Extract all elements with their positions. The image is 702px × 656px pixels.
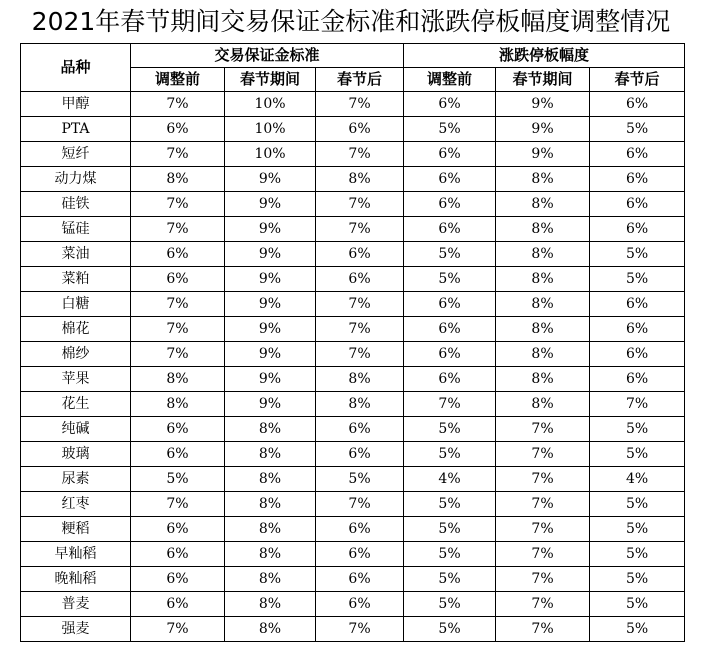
limit-after-cell: 7% bbox=[590, 392, 685, 417]
limit-after-cell: 6% bbox=[590, 92, 685, 117]
limit-during-cell: 8% bbox=[496, 267, 590, 292]
margin-during-cell: 8% bbox=[225, 417, 316, 442]
limit-before-cell: 5% bbox=[404, 517, 496, 542]
limit-before-cell: 6% bbox=[404, 92, 496, 117]
table-row bbox=[21, 592, 685, 617]
margin-after-cell: 7% bbox=[316, 192, 404, 217]
limit-after-cell: 6% bbox=[590, 217, 685, 242]
variety-cell: 苹果 bbox=[21, 367, 131, 392]
limit-during-cell: 8% bbox=[496, 242, 590, 267]
table-row bbox=[21, 492, 685, 517]
limit-before-cell: 6% bbox=[404, 167, 496, 192]
margin-before-cell: 7% bbox=[131, 617, 225, 642]
margin-before-cell: 5% bbox=[131, 467, 225, 492]
table-row bbox=[21, 117, 685, 142]
margin-after-cell: 6% bbox=[316, 592, 404, 617]
margin-after-cell: 7% bbox=[316, 142, 404, 167]
table-row bbox=[21, 142, 685, 167]
table-row bbox=[21, 267, 685, 292]
table-body bbox=[21, 92, 685, 642]
limit-after-cell: 4% bbox=[590, 467, 685, 492]
margin-after-cell: 8% bbox=[316, 367, 404, 392]
variety-cell: 普麦 bbox=[21, 592, 131, 617]
margin-before-cell: 6% bbox=[131, 542, 225, 567]
limit-during-cell: 7% bbox=[496, 517, 590, 542]
limit-during-cell: 7% bbox=[496, 442, 590, 467]
variety-cell: 棉纱 bbox=[21, 342, 131, 367]
margin-after-cell: 6% bbox=[316, 417, 404, 442]
margin-during-cell: 9% bbox=[225, 242, 316, 267]
margin-during-cell: 9% bbox=[225, 367, 316, 392]
margin-during-cell: 8% bbox=[225, 442, 316, 467]
limit-during-cell: 9% bbox=[496, 142, 590, 167]
variety-cell: 玻璃 bbox=[21, 442, 131, 467]
variety-cell: 白糖 bbox=[21, 292, 131, 317]
limit-during-cell: 9% bbox=[496, 92, 590, 117]
sub-header-margin-after: 春节后 bbox=[316, 68, 404, 92]
variety-cell: 菜油 bbox=[21, 242, 131, 267]
limit-after-cell: 5% bbox=[590, 492, 685, 517]
limit-after-cell: 5% bbox=[590, 442, 685, 467]
margin-during-cell: 10% bbox=[225, 117, 316, 142]
variety-cell: PTA bbox=[21, 117, 131, 142]
limit-during-cell: 8% bbox=[496, 192, 590, 217]
limit-during-cell: 8% bbox=[496, 342, 590, 367]
margin-before-cell: 6% bbox=[131, 442, 225, 467]
margin-before-cell: 6% bbox=[131, 267, 225, 292]
limit-after-cell: 5% bbox=[590, 242, 685, 267]
table-row bbox=[21, 242, 685, 267]
limit-during-cell: 8% bbox=[496, 167, 590, 192]
limit-after-cell: 6% bbox=[590, 367, 685, 392]
margin-after-cell: 7% bbox=[316, 292, 404, 317]
margin-before-cell: 8% bbox=[131, 367, 225, 392]
variety-cell: 红枣 bbox=[21, 492, 131, 517]
table-row bbox=[21, 192, 685, 217]
limit-during-cell: 7% bbox=[496, 417, 590, 442]
limit-before-cell: 7% bbox=[404, 392, 496, 417]
margin-after-cell: 6% bbox=[316, 242, 404, 267]
margin-during-cell: 8% bbox=[225, 542, 316, 567]
variety-cell: 锰硅 bbox=[21, 217, 131, 242]
margin-during-cell: 9% bbox=[225, 217, 316, 242]
limit-during-cell: 8% bbox=[496, 392, 590, 417]
margin-after-cell: 5% bbox=[316, 467, 404, 492]
group-header-row bbox=[21, 44, 685, 68]
variety-cell: 甲醇 bbox=[21, 92, 131, 117]
margin-before-cell: 8% bbox=[131, 392, 225, 417]
variety-cell: 尿素 bbox=[21, 467, 131, 492]
table-row bbox=[21, 167, 685, 192]
limit-before-cell: 5% bbox=[404, 442, 496, 467]
variety-column-header: 品种 bbox=[21, 44, 131, 92]
margin-during-cell: 9% bbox=[225, 167, 316, 192]
margin-during-cell: 9% bbox=[225, 392, 316, 417]
table-row bbox=[21, 392, 685, 417]
margin-before-cell: 6% bbox=[131, 117, 225, 142]
limit-during-cell: 9% bbox=[496, 117, 590, 142]
margin-after-cell: 7% bbox=[316, 317, 404, 342]
limit-before-cell: 6% bbox=[404, 192, 496, 217]
margin-after-cell: 6% bbox=[316, 267, 404, 292]
sub-header-margin-during: 春节期间 bbox=[225, 68, 316, 92]
limit-during-cell: 7% bbox=[496, 567, 590, 592]
limit-before-cell: 6% bbox=[404, 217, 496, 242]
sub-header-limit-during: 春节期间 bbox=[496, 68, 590, 92]
limit-before-cell: 5% bbox=[404, 567, 496, 592]
margin-before-cell: 7% bbox=[131, 317, 225, 342]
table-row bbox=[21, 317, 685, 342]
limit-before-cell: 6% bbox=[404, 292, 496, 317]
variety-cell: 早籼稻 bbox=[21, 542, 131, 567]
sub-header-limit-after: 春节后 bbox=[590, 68, 685, 92]
margin-before-cell: 8% bbox=[131, 167, 225, 192]
margin-during-cell: 8% bbox=[225, 592, 316, 617]
table-row bbox=[21, 442, 685, 467]
margin-after-cell: 6% bbox=[316, 517, 404, 542]
limit-after-cell: 6% bbox=[590, 317, 685, 342]
margin-during-cell: 8% bbox=[225, 517, 316, 542]
margin-after-cell: 6% bbox=[316, 442, 404, 467]
margin-after-cell: 7% bbox=[316, 342, 404, 367]
margin-before-cell: 6% bbox=[131, 517, 225, 542]
limit-before-cell: 5% bbox=[404, 417, 496, 442]
limit-after-cell: 5% bbox=[590, 117, 685, 142]
margin-before-cell: 7% bbox=[131, 142, 225, 167]
limit-after-cell: 6% bbox=[590, 192, 685, 217]
variety-cell: 菜粕 bbox=[21, 267, 131, 292]
sub-header-limit-before: 调整前 bbox=[404, 68, 496, 92]
table-row bbox=[21, 292, 685, 317]
margin-during-cell: 9% bbox=[225, 192, 316, 217]
limit-before-cell: 6% bbox=[404, 342, 496, 367]
margin-during-cell: 9% bbox=[225, 317, 316, 342]
variety-cell: 粳稻 bbox=[21, 517, 131, 542]
margin-during-cell: 10% bbox=[225, 92, 316, 117]
limit-during-cell: 7% bbox=[496, 542, 590, 567]
margin-during-cell: 8% bbox=[225, 567, 316, 592]
table-row bbox=[21, 567, 685, 592]
limit-after-cell: 6% bbox=[590, 142, 685, 167]
page-title: 2021年春节期间交易保证金标准和涨跌停板幅度调整情况 bbox=[31, 7, 671, 36]
table-row bbox=[21, 367, 685, 392]
margin-after-cell: 6% bbox=[316, 567, 404, 592]
margin-during-cell: 8% bbox=[225, 617, 316, 642]
variety-cell: 动力煤 bbox=[21, 167, 131, 192]
margin-during-cell: 9% bbox=[225, 292, 316, 317]
margin-during-cell: 9% bbox=[225, 267, 316, 292]
limit-before-cell: 5% bbox=[404, 592, 496, 617]
limit-during-cell: 8% bbox=[496, 292, 590, 317]
margin-before-cell: 6% bbox=[131, 567, 225, 592]
limit-during-cell: 7% bbox=[496, 467, 590, 492]
limit-after-cell: 5% bbox=[590, 592, 685, 617]
margin-before-cell: 7% bbox=[131, 92, 225, 117]
limit-before-cell: 6% bbox=[404, 317, 496, 342]
limit-after-cell: 5% bbox=[590, 267, 685, 292]
limit-after-cell: 5% bbox=[590, 542, 685, 567]
variety-cell: 纯碱 bbox=[21, 417, 131, 442]
table-row bbox=[21, 467, 685, 492]
margin-before-cell: 7% bbox=[131, 342, 225, 367]
table-row bbox=[21, 92, 685, 117]
limit-during-cell: 8% bbox=[496, 317, 590, 342]
limit-before-cell: 5% bbox=[404, 117, 496, 142]
margin-after-cell: 7% bbox=[316, 92, 404, 117]
margin-after-cell: 7% bbox=[316, 217, 404, 242]
limit-during-cell: 8% bbox=[496, 367, 590, 392]
variety-cell: 硅铁 bbox=[21, 192, 131, 217]
table-row bbox=[21, 542, 685, 567]
margin-before-cell: 7% bbox=[131, 217, 225, 242]
limit-after-cell: 5% bbox=[590, 517, 685, 542]
limit-after-cell: 6% bbox=[590, 292, 685, 317]
limit-after-cell: 6% bbox=[590, 167, 685, 192]
margin-before-cell: 7% bbox=[131, 492, 225, 517]
table-row bbox=[21, 517, 685, 542]
margin-after-cell: 8% bbox=[316, 167, 404, 192]
margin-after-cell: 6% bbox=[316, 117, 404, 142]
limit-after-cell: 5% bbox=[590, 417, 685, 442]
margin-during-cell: 10% bbox=[225, 142, 316, 167]
table-row bbox=[21, 417, 685, 442]
limit-before-cell: 5% bbox=[404, 492, 496, 517]
limit-during-cell: 7% bbox=[496, 617, 590, 642]
table-row bbox=[21, 617, 685, 642]
table-row bbox=[21, 217, 685, 242]
limit-after-cell: 5% bbox=[590, 617, 685, 642]
margin-during-cell: 9% bbox=[225, 342, 316, 367]
margin-after-cell: 7% bbox=[316, 492, 404, 517]
variety-cell: 短纤 bbox=[21, 142, 131, 167]
margin-after-cell: 8% bbox=[316, 392, 404, 417]
limit-before-cell: 6% bbox=[404, 367, 496, 392]
variety-cell: 棉花 bbox=[21, 317, 131, 342]
margin-before-cell: 7% bbox=[131, 192, 225, 217]
limit-before-cell: 4% bbox=[404, 467, 496, 492]
limit-during-cell: 8% bbox=[496, 217, 590, 242]
limit-during-cell: 7% bbox=[496, 492, 590, 517]
margin-before-cell: 6% bbox=[131, 417, 225, 442]
price-limit-group-header: 涨跌停板幅度 bbox=[404, 44, 685, 68]
sub-header-margin-before: 调整前 bbox=[131, 68, 225, 92]
variety-cell: 晚籼稻 bbox=[21, 567, 131, 592]
limit-after-cell: 6% bbox=[590, 342, 685, 367]
limit-before-cell: 5% bbox=[404, 267, 496, 292]
adjustment-table bbox=[20, 43, 685, 642]
margin-standard-group-header: 交易保证金标准 bbox=[131, 44, 404, 68]
variety-cell: 花生 bbox=[21, 392, 131, 417]
margin-after-cell: 7% bbox=[316, 617, 404, 642]
margin-before-cell: 7% bbox=[131, 292, 225, 317]
variety-cell: 强麦 bbox=[21, 617, 131, 642]
margin-before-cell: 6% bbox=[131, 592, 225, 617]
margin-during-cell: 8% bbox=[225, 492, 316, 517]
table-row bbox=[21, 342, 685, 367]
limit-before-cell: 5% bbox=[404, 617, 496, 642]
margin-during-cell: 8% bbox=[225, 467, 316, 492]
limit-before-cell: 5% bbox=[404, 242, 496, 267]
margin-after-cell: 6% bbox=[316, 542, 404, 567]
limit-before-cell: 6% bbox=[404, 142, 496, 167]
limit-after-cell: 5% bbox=[590, 567, 685, 592]
margin-before-cell: 6% bbox=[131, 242, 225, 267]
limit-before-cell: 5% bbox=[404, 542, 496, 567]
limit-during-cell: 7% bbox=[496, 592, 590, 617]
